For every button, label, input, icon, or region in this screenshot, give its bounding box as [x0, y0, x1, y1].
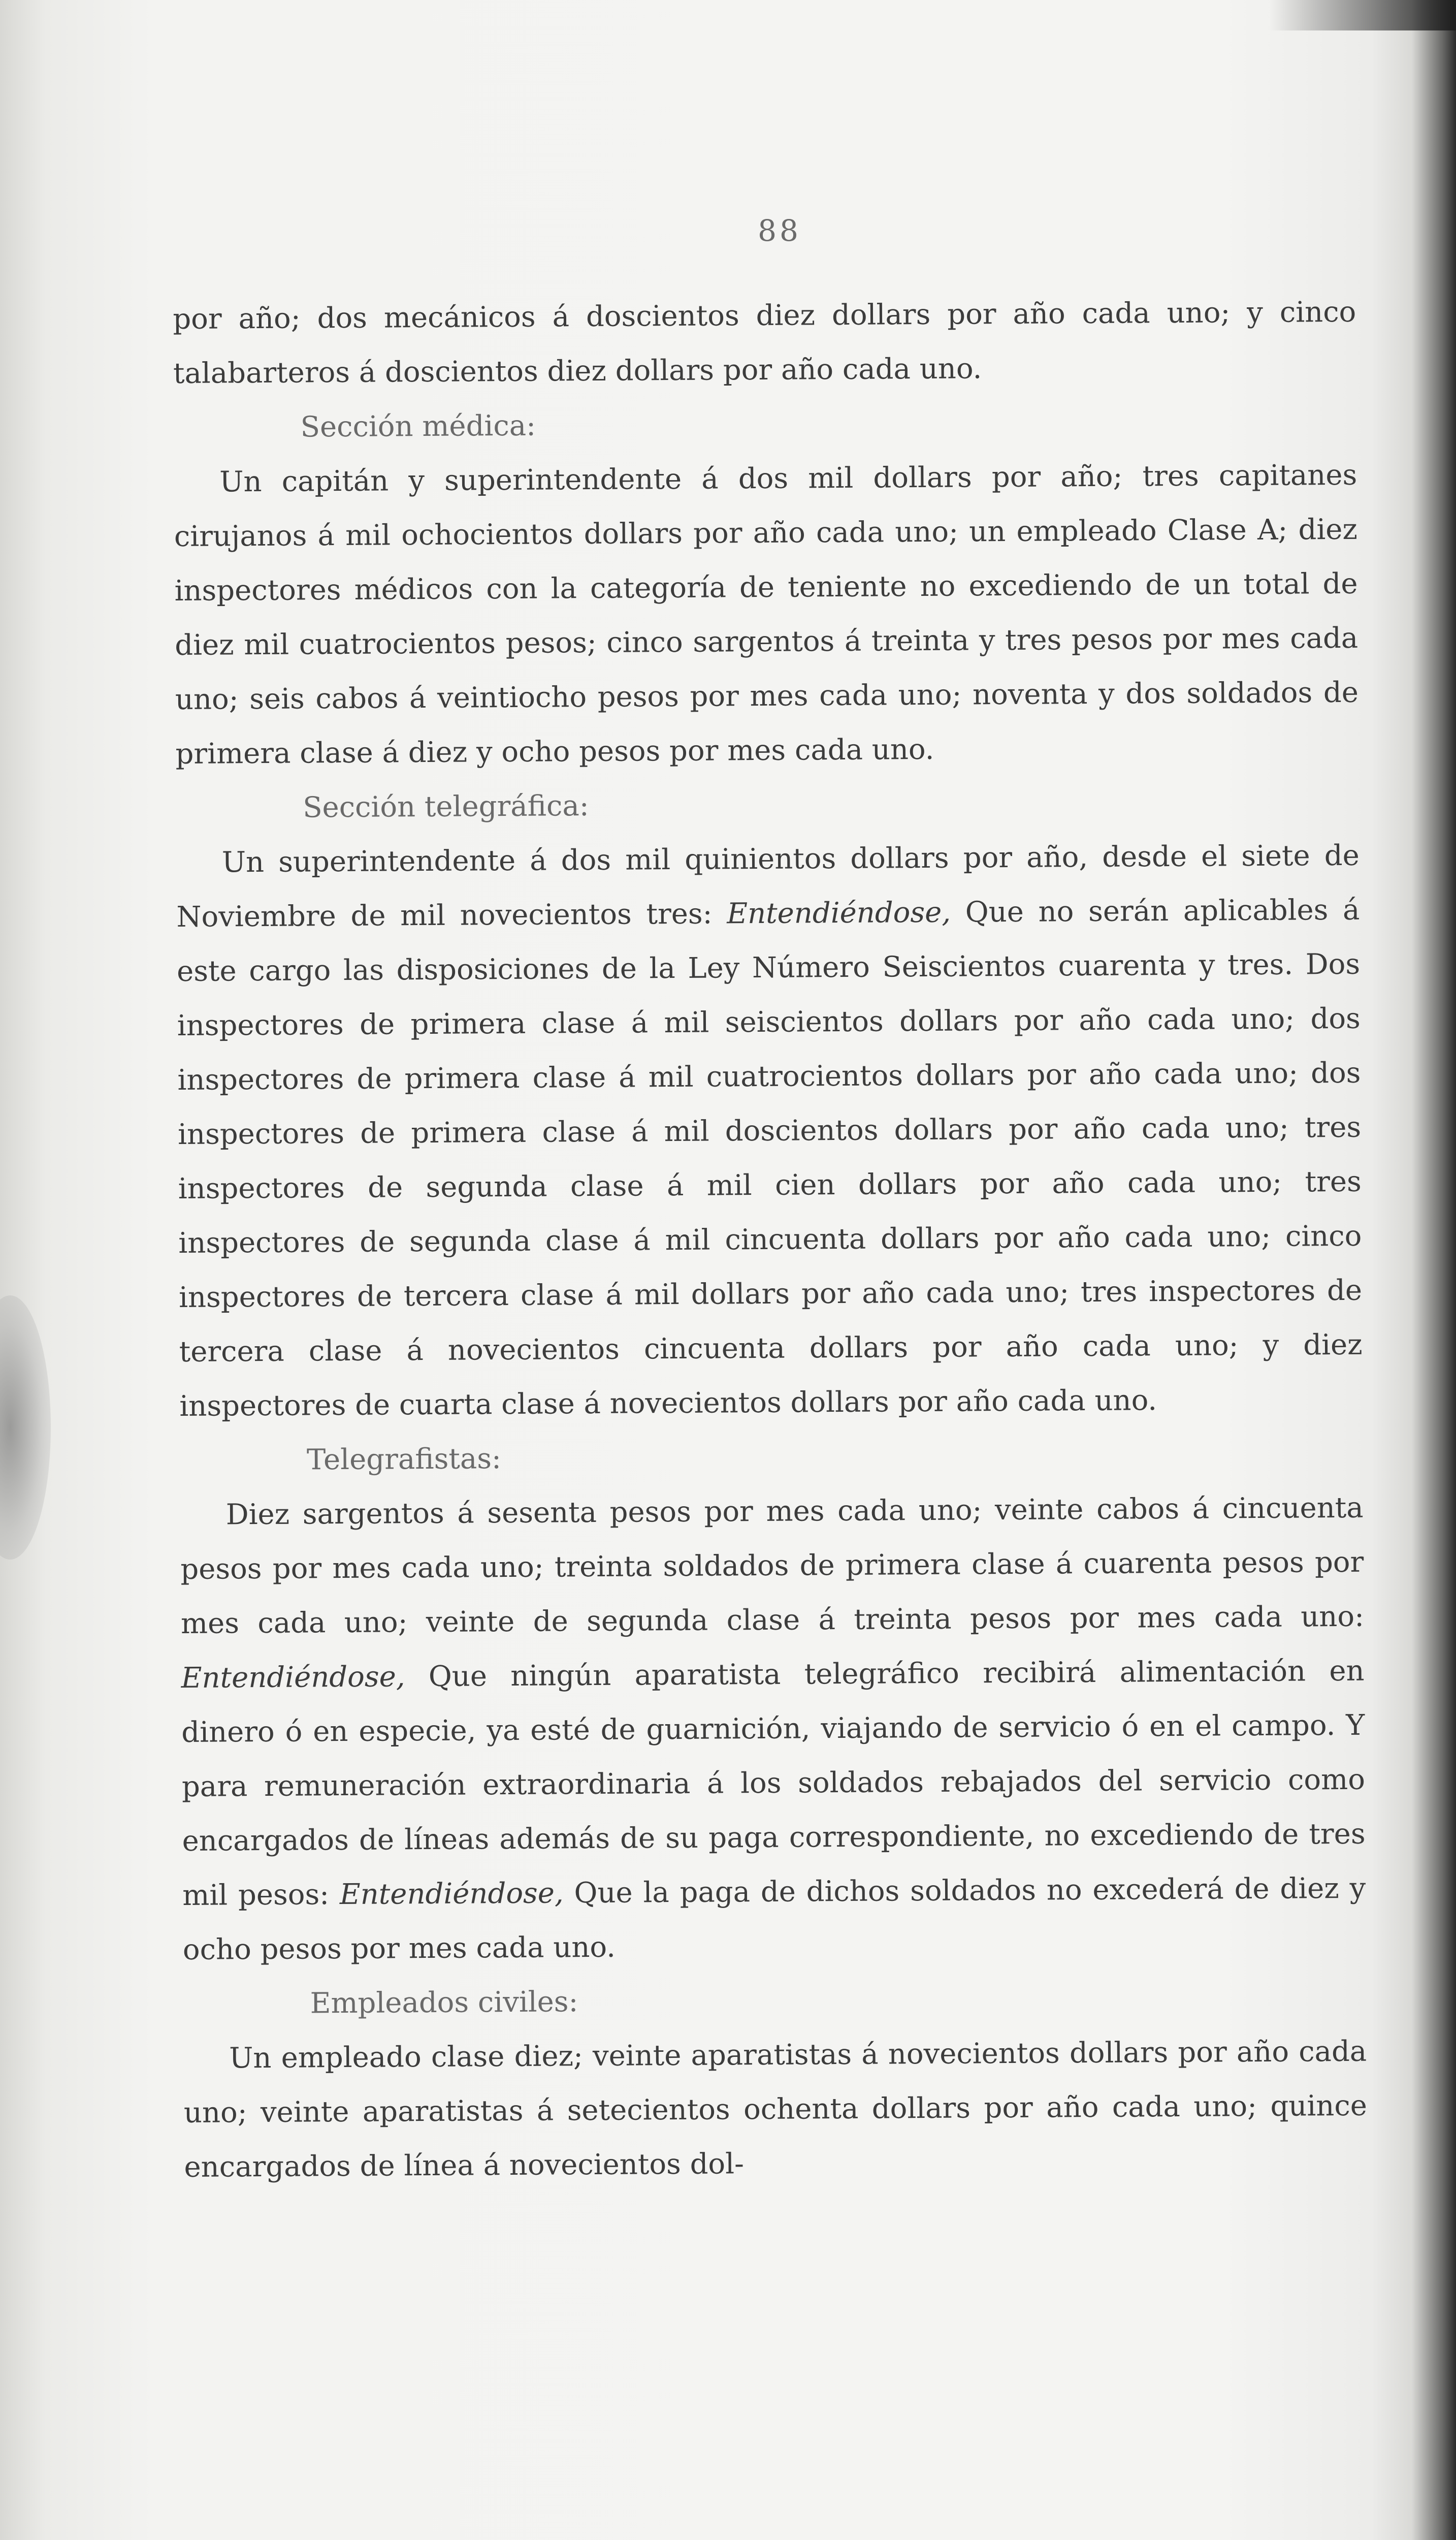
text-run: Sección médica:: [300, 409, 536, 444]
text-run: Sección telegráfica:: [303, 789, 589, 824]
section-heading: [176, 774, 1360, 836]
paragraph: [180, 1481, 1366, 1977]
text-run: Que la paga de dichos soldados no excederá de diez y ocho pesos por mes cada uno.: [182, 1871, 1366, 1966]
italic-phrase: Entendiéndose,: [339, 1877, 564, 1912]
paragraph: [174, 448, 1359, 781]
page-number: 88: [758, 213, 801, 248]
text-run: Un superintendente á dos mil quinientos dollars por año, desde el siete de Noviembre de mil novecientos tres:: [176, 839, 1360, 934]
text-run: Telegrafistas:: [306, 1442, 502, 1477]
thumb-smudge: [0, 1295, 51, 1560]
section-heading: [183, 1970, 1367, 2031]
paragraph: [176, 829, 1363, 1434]
page-text: [173, 285, 1368, 2195]
binding-shadow: [1270, 0, 1456, 30]
text-run: por año; dos mecánicos á doscientos diez dollars por año cada uno; y cinco talabarteros á doscientos diez dollars por año cada uno.: [173, 295, 1356, 390]
italic-phrase: Entendiéndose,: [181, 1660, 405, 1695]
text-run: Que no serán aplicables á este cargo las disposiciones de la Ley Número Seiscientos cuarenta y tres. Dos inspectores de primera clase á mil seiscientos dollars por año cada uno; dos inspectores de primera clase á mil cuatrocientos dollars por año cada uno; dos inspectores de primera clase á mil doscientos dollars por año cada uno; tres inspectores de segunda clase á mil cien dollars por año cada uno; tres inspectores de segunda clase á mil cincuenta dollars por año cada uno; cinco inspectores de tercera clase á mil dollars por año cada uno; tres inspectores de tercera clase á novecientos cincuenta dollars por año cada uno; y diez inspectores de cuarta clase á novecientos dollars por año cada uno.: [176, 893, 1363, 1423]
text-run: Diez sargentos á sesenta pesos por mes cada uno; veinte cabos á cincuenta pesos por mes cada uno; treinta soldados de primera clase á cuarenta pesos por mes cada uno; veinte de segunda clase á treinta pesos por mes cada uno:: [180, 1491, 1365, 1640]
text-run: Empleados civiles:: [310, 1985, 578, 2020]
text-run: Un capitán y superintendente á dos mil dollars por año; tres capitanes cirujanos á mil ochocientos dollars por año cada uno; un empleado Clase A; diez inspectores médicos con la categoría de teniente no excediendo de un total de diez mil cuatrocientos pesos; cinco sargentos á treinta y tres pesos por mes cada uno; seis cabos á veintiocho pesos por mes cada uno; noventa y dos soldados de primera clase á diez y ocho pesos por mes cada uno.: [174, 458, 1359, 771]
section-heading: [173, 394, 1357, 455]
paragraph: [183, 2024, 1368, 2195]
italic-phrase: Entendiéndose,: [727, 896, 951, 931]
section-heading: [180, 1426, 1364, 1488]
text-run: Un empleado clase diez; veinte aparatistas á novecientos dollars por año cada uno; veinte aparatistas á setecientos ochenta dollars por año cada uno; quince encargados de línea á novecientos dol-: [183, 2035, 1368, 2184]
paragraph: [173, 285, 1356, 401]
text-run: Que ningún aparatista telegráfico recibirá alimentación en dinero ó en especie, ya esté de guarnición, viajando de servicio ó en el campo. Y para remuneración extraordinaria á los soldados rebajados del servicio como encargados de líneas además de su paga correspondiente, no excediendo de tres mil pesos:: [181, 1654, 1366, 1912]
